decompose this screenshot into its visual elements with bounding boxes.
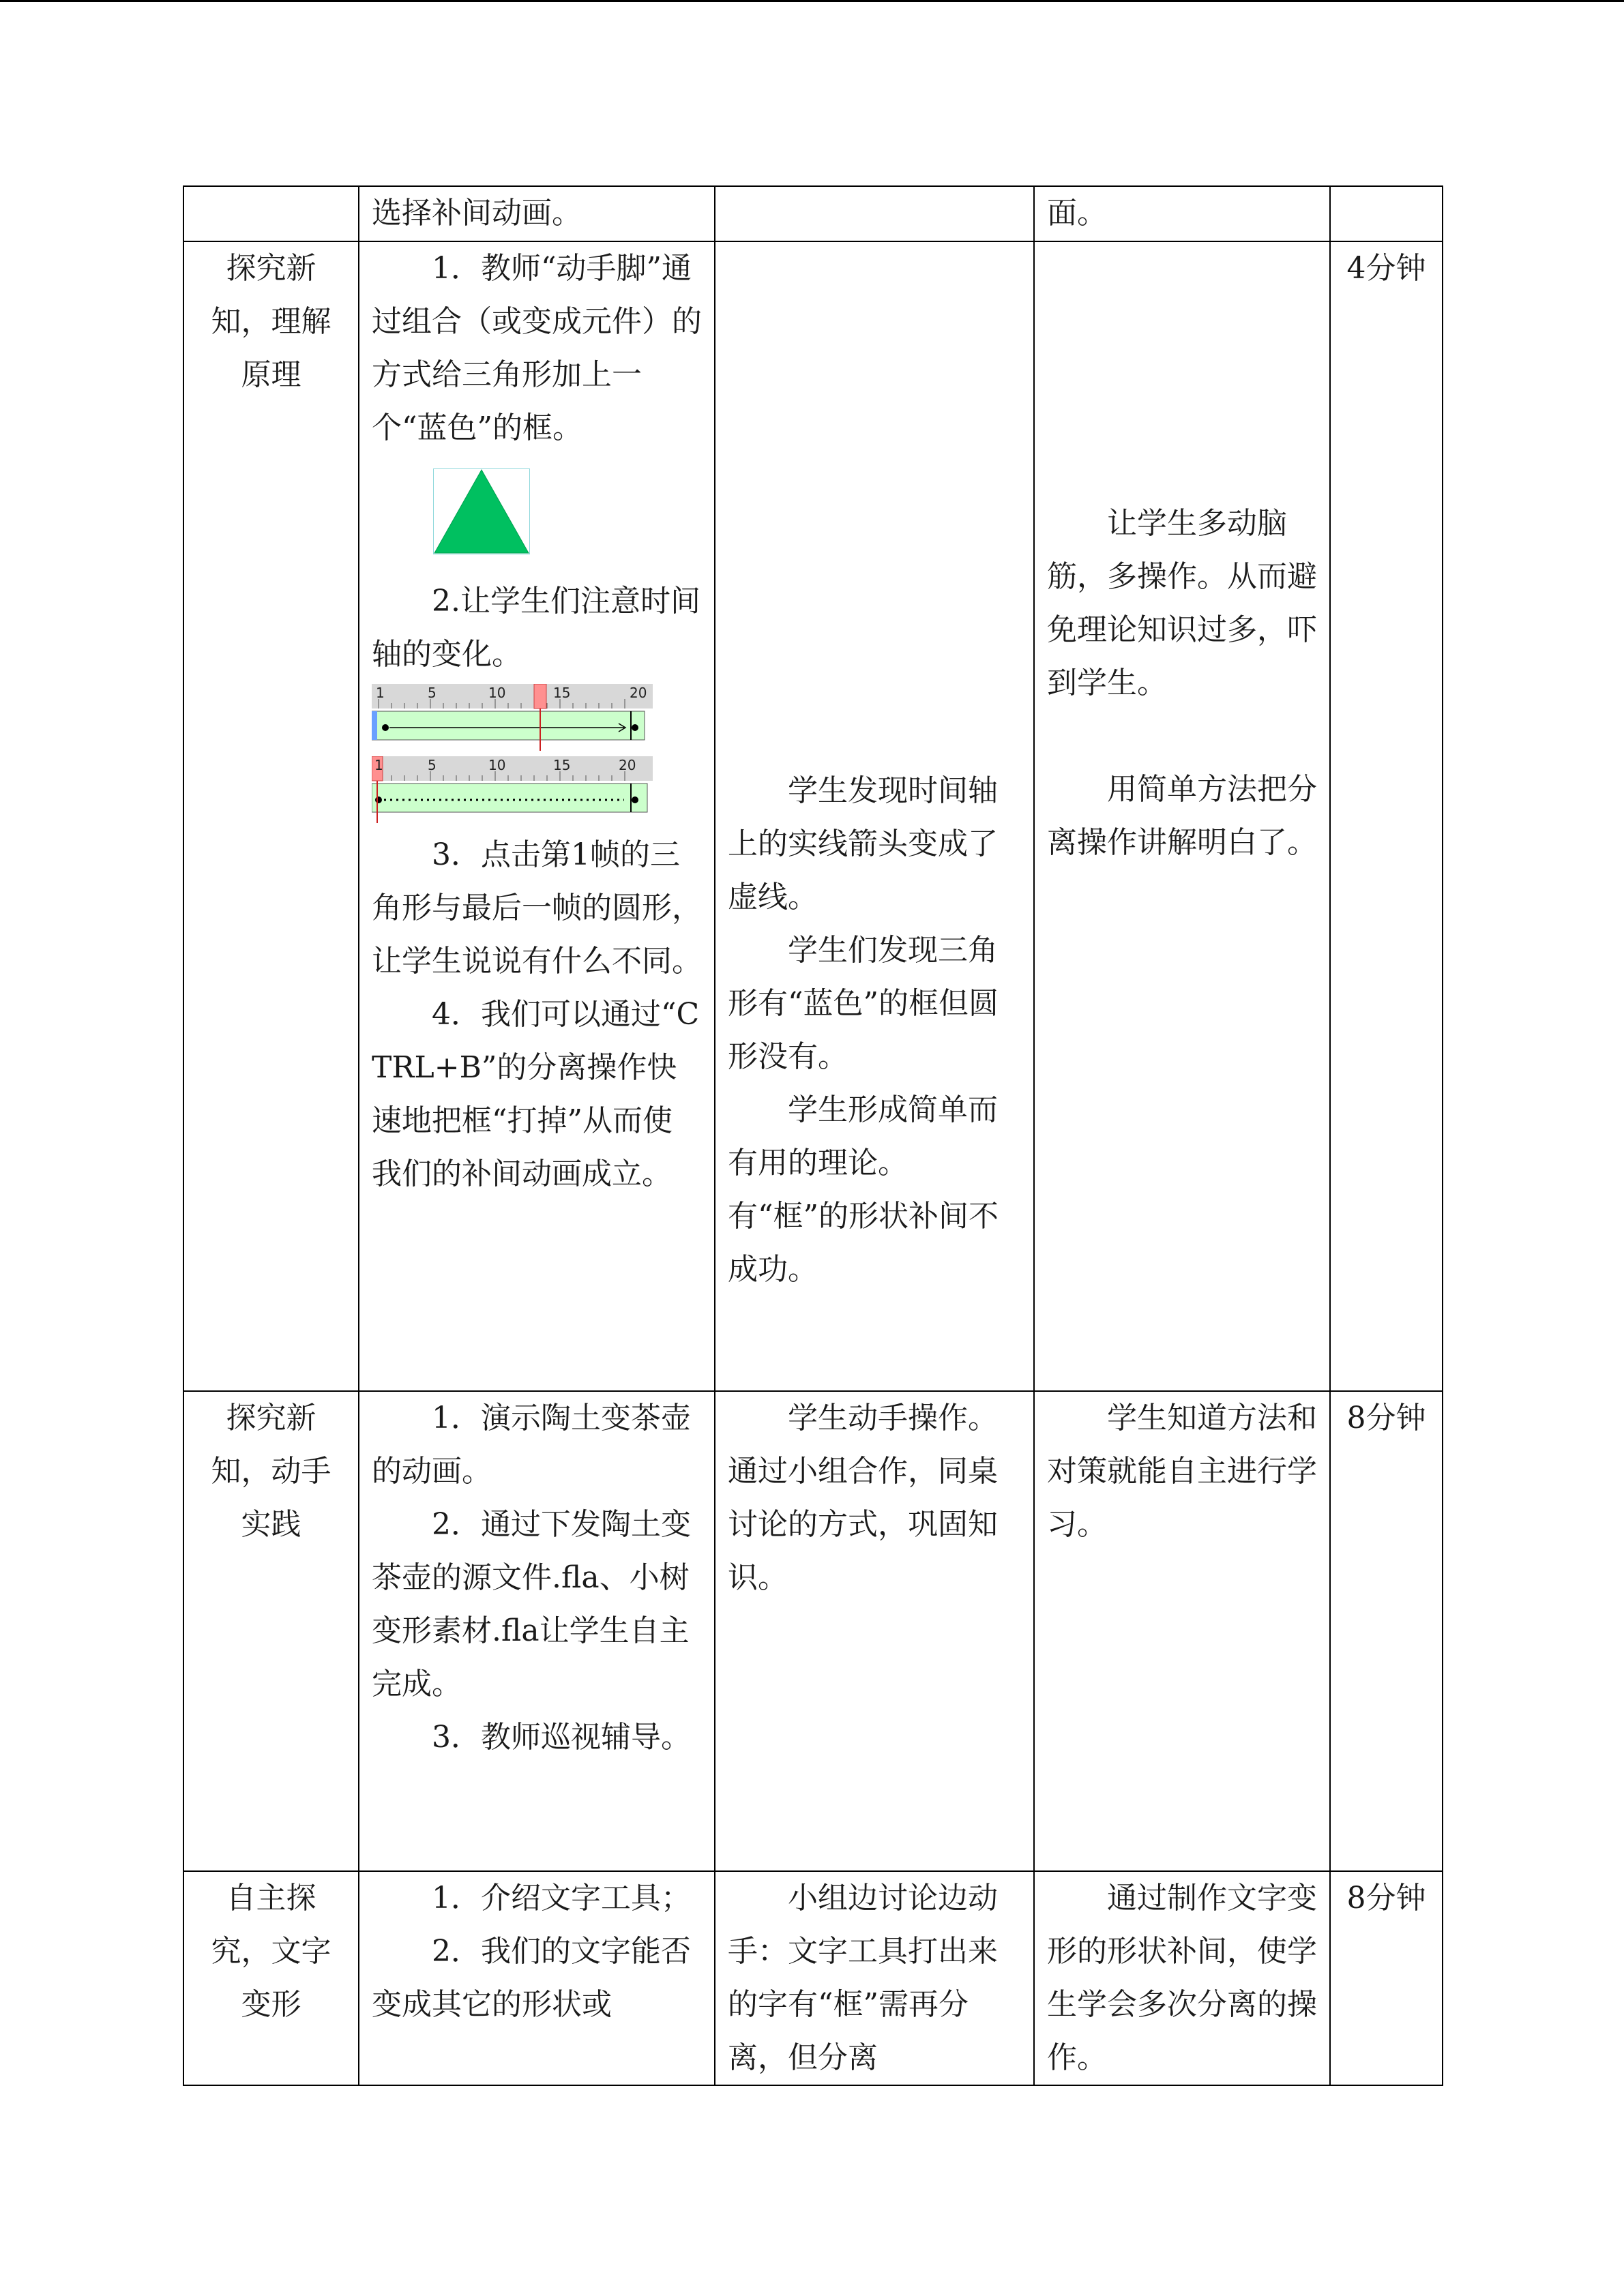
intent-text-1: 学生知道方法和对策就能自主进行学习。 <box>1047 1401 1317 1542</box>
lesson-plan-table <box>183 185 1443 2086</box>
stage-cell <box>183 186 359 241</box>
timeline-solid-arrow <box>372 684 653 751</box>
student-activity-cell <box>715 186 1034 241</box>
tick-label: 20 <box>619 757 636 773</box>
tick-label: 1 <box>374 757 383 773</box>
teacher-step-3: 3．点击第1帧的三角形与最后一帧的圆形，让学生说说有什么不同。 <box>372 837 702 979</box>
teacher-step-1: 1．教师“动手脚”通过组合（或变成元件）的方式给三角形加上一个“蓝色”的框。 <box>372 251 702 445</box>
time-cell <box>1330 1391 1443 1871</box>
intent-text-1: 通过制作文字变形的形状补间，使学生学会多次分离的操作。 <box>1047 1881 1317 2075</box>
teacher-step-2: 2．通过下发陶土变茶壶的源文件.fla、小树变形素材.fla让学生自主完成。 <box>372 1507 691 1701</box>
intent-text: 面。 <box>1047 196 1107 230</box>
time-label: 8分钟 <box>1346 1881 1426 1915</box>
stage-cell <box>183 241 359 1391</box>
tick-label: 5 <box>428 685 437 701</box>
triangle-shape <box>433 468 530 554</box>
tick-label: 5 <box>428 757 437 773</box>
table-row <box>183 241 1443 1391</box>
tick-label: 15 <box>553 685 571 701</box>
tick-label: 20 <box>630 685 647 701</box>
student-text-1: 小组边讨论边动手：文字工具打出来的字有“框”需再分离，但分离 <box>728 1881 998 2075</box>
teacher-step-1: 1．介绍文字工具； <box>432 1881 691 1915</box>
page-top-border <box>0 0 1624 2</box>
stage-label: 探究新知，理解原理 <box>211 251 331 392</box>
time-cell <box>1330 1871 1443 2085</box>
teacher-step-2: 2.让学生们注意时间轴的变化。 <box>372 584 700 672</box>
teacher-step-3: 3．教师巡视辅导。 <box>432 1720 691 1755</box>
table-row <box>183 1871 1443 2085</box>
time-label: 8分钟 <box>1346 1401 1426 1435</box>
stage-label: 探究新知，动手实践 <box>211 1401 331 1542</box>
tick-label: 10 <box>488 685 506 701</box>
table-row <box>183 1391 1443 1871</box>
teacher-activity-cell <box>359 1391 715 1871</box>
design-intent-cell <box>1034 186 1330 241</box>
time-cell <box>1330 186 1443 241</box>
design-intent-cell <box>1034 241 1330 1391</box>
student-text-2: 通过小组合作，同桌讨论的方式，巩固知识。 <box>728 1454 998 1595</box>
table-row <box>183 186 1443 241</box>
teacher-activity-cell <box>359 186 715 241</box>
student-text-2: 学生们发现三角形有“蓝色”的框但圆形没有。 <box>728 933 999 1074</box>
teacher-step-1: 1．演示陶土变茶壶的动画。 <box>372 1401 691 1489</box>
triangle-figure <box>433 468 530 554</box>
teacher-text: 选择补间动画。 <box>372 196 582 230</box>
student-activity-cell <box>715 1391 1034 1871</box>
intent-text-1: 让学生多动脑筋，多操作。从而避免理论知识过多，吓到学生。 <box>1047 506 1317 700</box>
stage-cell <box>183 1391 359 1871</box>
time-label: 4分钟 <box>1346 251 1426 286</box>
timeline-dotted-line <box>372 756 653 823</box>
student-text-1: 学生发现时间轴上的实线箭头变成了虚线。 <box>728 773 998 914</box>
student-activity-cell <box>715 1871 1034 2085</box>
stage-label: 自主探究，文字变形 <box>211 1881 331 2022</box>
teacher-activity-cell <box>359 241 715 1391</box>
time-cell <box>1330 241 1443 1391</box>
tick-label: 15 <box>553 757 571 773</box>
design-intent-cell <box>1034 1871 1330 2085</box>
design-intent-cell <box>1034 1391 1330 1871</box>
student-activity-cell <box>715 241 1034 1391</box>
teacher-step-2: 2．我们的文字能否变成其它的形状或 <box>372 1934 691 2022</box>
tick-label: 10 <box>488 757 506 773</box>
student-text-1: 学生动手操作。 <box>788 1401 998 1435</box>
student-text-3: 学生形成简单而有用的理论。有“框”的形状补间不成功。 <box>728 1092 999 1287</box>
tick-label: 1 <box>376 685 385 701</box>
stage-cell <box>183 1871 359 2085</box>
teacher-activity-cell <box>359 1871 715 2085</box>
teacher-step-4: 4．我们可以通过“CTRL+B”的分离操作快速地把框“打掉”从而使我们的补间动画成立。 <box>372 997 700 1191</box>
intent-text-2: 用简单方法把分离操作讲解明白了。 <box>1047 772 1317 860</box>
